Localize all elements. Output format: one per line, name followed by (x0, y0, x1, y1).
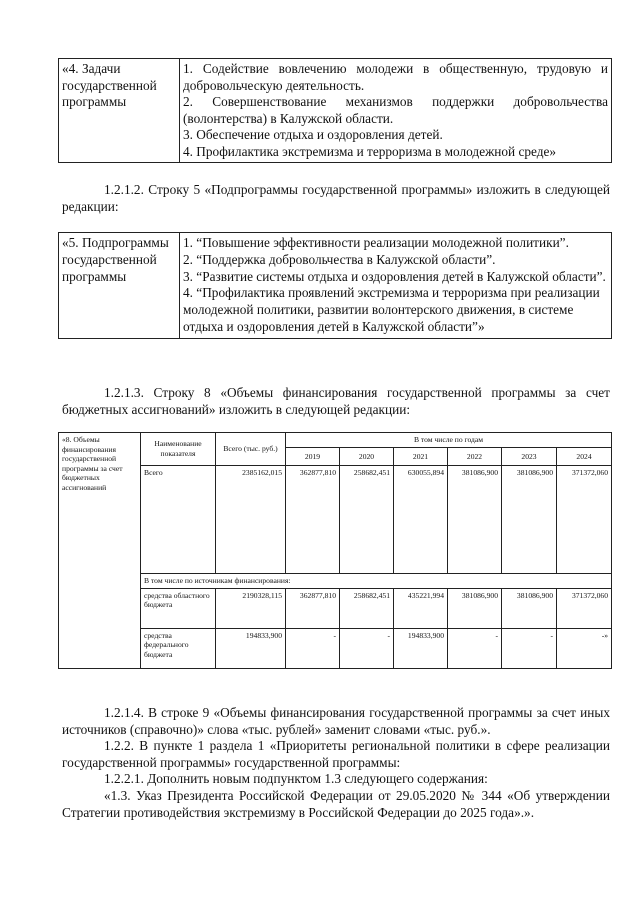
federal-row-name: средства федерального бюджета (141, 628, 216, 668)
cell-value: 381086,900 (502, 466, 557, 574)
col-years-header: В том числе по годам (286, 433, 612, 448)
cell-value: 381086,900 (448, 466, 502, 574)
paragraph-1-2-1-3: 1.2.1.3. Строку 8 «Объемы финансирования государственной программы за счет бюджетных ассигнований» изложить в следующей редакции: (62, 385, 610, 417)
financing-row-label: «8. Объемы финансирования государственной программы за счет бюджетных ассигнований (59, 433, 141, 669)
paragraph-1-2-2: 1.2.2. В пункте 1 раздела 1 «Приоритеты региональной политики в сфере реализации государственной программы» государственной программы: (62, 738, 610, 770)
tasks-table (58, 58, 612, 163)
sources-caption: В том числе по источникам финансирования: (141, 574, 612, 589)
table-row (59, 588, 612, 628)
col-total-header: Всего (тыс. руб.) (216, 433, 286, 466)
cell-value: 194833,900 (394, 628, 448, 668)
year-header: 2024 (557, 448, 612, 466)
cell-value: - (340, 628, 394, 668)
subprograms-table (58, 232, 612, 339)
tasks-label: «4. Задачи государственной программы (59, 59, 180, 163)
cell-value: 381086,900 (502, 588, 557, 628)
cell-value: -» (557, 628, 612, 668)
cell-value: - (286, 628, 340, 668)
federal-row-total: 194833,900 (216, 628, 286, 668)
subprogram-item: 4. “Профилактика проявлений экстремизма и терроризма при реализации молодежной политики, развитии волонтерского движения, в системе отдыха и оздоровления детей в Калужской области”» (183, 285, 600, 334)
tasks-item: 4. Профилактика экстремизма и терроризма в молодежной среде» (183, 143, 557, 159)
tasks-item: 3. Обеспечение отдыха и оздоровления детей. (183, 127, 443, 142)
cell-value: 371372,060 (557, 588, 612, 628)
year-header: 2023 (502, 448, 557, 466)
year-header: 2021 (394, 448, 448, 466)
cell-value: 362877,810 (286, 466, 340, 574)
year-header: 2020 (340, 448, 394, 466)
regional-row-total: 2190328,115 (216, 588, 286, 628)
cell-value: 258682,451 (340, 466, 394, 574)
table-row (59, 628, 612, 668)
paragraph-1-2-1-4: 1.2.1.4. В строке 9 «Объемы финансирования государственной программы за счет иных источников (справочно)» слова «тыс. рублей» заменит словами «тыс. руб.». (62, 705, 610, 737)
tasks-items (180, 59, 612, 163)
cell-value: 435221,994 (394, 588, 448, 628)
year-header: 2022 (448, 448, 502, 466)
cell-value: 258682,451 (340, 588, 394, 628)
subprogram-item: 1. “Повышение эффективности реализации молодежной политики”. (183, 235, 569, 250)
subprogram-item: 2. “Поддержка добровольчества в Калужской области”. (183, 251, 496, 267)
cell-value: - (502, 628, 557, 668)
financing-table (58, 432, 612, 669)
subprograms-label: «5. Подпрограммы государственной программы (59, 233, 180, 339)
col-indicator-header: Наименование показателя (141, 433, 216, 466)
total-row-name: Всего (141, 466, 216, 574)
regional-row-name: средства областного бюджета (141, 588, 216, 628)
paragraph-1-3-decree: «1.3. Указ Президента Российской Федерации от 29.05.2020 № 344 «Об утверждении Стратегии противодействия экстремизму в Российской Федерации до 2025 года».». (62, 788, 610, 820)
paragraph-1-2-1-2: 1.2.1.2. Строку 5 «Подпрограммы государственной программы» изложить в следующей редакции: (62, 182, 610, 214)
cell-value: 381086,900 (448, 588, 502, 628)
subprograms-items (180, 233, 612, 339)
cell-value: 362877,810 (286, 588, 340, 628)
cell-value: 630055,894 (394, 466, 448, 574)
paragraph-1-2-2-1: 1.2.2.1. Дополнить новым подпунктом 1.3 следующего содержания: (104, 771, 488, 786)
tasks-item: 2. Совершенствование механизмов поддержки добровольчества (волонтерства) в Калужской области. (183, 94, 608, 126)
year-header: 2019 (286, 448, 340, 466)
total-row-total: 2385162,015 (216, 466, 286, 574)
table-row (59, 466, 612, 574)
cell-value: 371372,060 (557, 466, 612, 574)
tasks-item: 1. Содействие вовлечению молодежи в общественную, трудовую и добровольческую деятельность. (183, 61, 608, 93)
subprogram-item: 3. “Развитие системы отдыха и оздоровления детей в Калужской области”. (183, 268, 606, 284)
cell-value: - (448, 628, 502, 668)
